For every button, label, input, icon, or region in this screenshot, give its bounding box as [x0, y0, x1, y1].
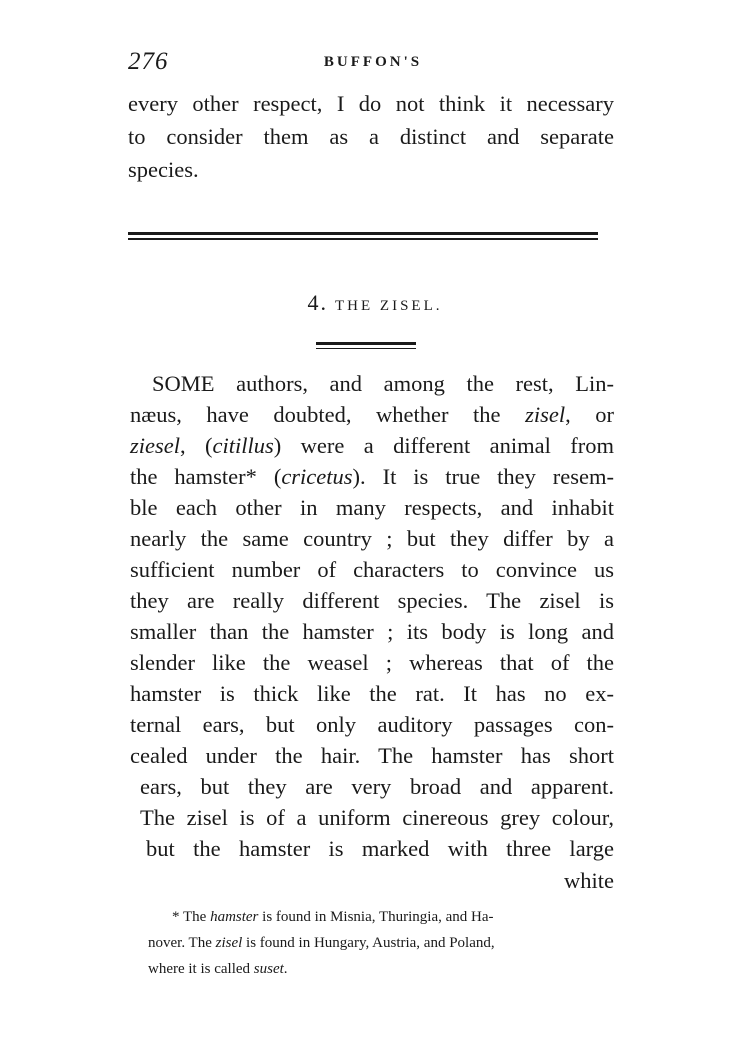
body-line-4: the hamster* (cricetus). It is true they resem-: [130, 464, 614, 489]
body-line-12: ternal ears, but only auditory passages con-: [130, 712, 614, 737]
section-heading: [0, 290, 750, 316]
body-line-10: slender like the weasel ; whereas that of the: [130, 650, 614, 675]
page-number: 276: [128, 48, 169, 75]
page-header: [128, 48, 618, 78]
body-line-13: cealed under the hair. The hamster has short: [130, 743, 614, 768]
body-line-7: sufficient number of characters to convince us: [130, 557, 614, 582]
body-line-5: ble each other in many respects, and inhabit: [130, 495, 614, 520]
body-line-15: The zisel is of a uniform cinereous grey colour,: [140, 805, 614, 830]
body-line-6: nearly the same country ; but they differ by a: [130, 526, 614, 551]
footnote-line-2: nover. The zisel is found in Hungary, Austria, and Poland,: [148, 935, 495, 951]
catchword: white: [564, 868, 614, 893]
body-line-11: hamster is thick like the rat. It has no ex-: [130, 681, 614, 706]
title-underline-rule: [316, 342, 416, 349]
body-line-14: ears, but they are very broad and apparent.: [140, 774, 614, 799]
top-paragraph-line-3: species.: [128, 157, 199, 182]
running-head: BUFFON'S: [323, 54, 423, 70]
footnote-line-1: * The hamster is found in Misnia, Thuringia, and Ha-: [172, 909, 494, 925]
body-line-9: smaller than the hamster ; its body is long and: [130, 619, 614, 644]
section-number: 4.: [307, 290, 328, 315]
body-line-2: næus, have doubted, whether the zisel, or: [130, 402, 614, 427]
section-divider-rule: [128, 232, 598, 240]
body-line-3: ziesel, (citillus) were a different animal from: [130, 433, 614, 458]
body-line-8: they are really different species. The zisel is: [130, 588, 614, 613]
top-paragraph-line-2: to consider them as a distinct and separate: [128, 124, 614, 149]
section-title: THE ZISEL.: [335, 298, 443, 314]
top-paragraph-line-1: every other respect, I do not think it necessary: [128, 91, 614, 116]
body-line-1: SOME authors, and among the rest, Lin-: [152, 371, 614, 396]
footnote-line-3: where it is called suset.: [148, 961, 288, 977]
body-line-16: but the hamster is marked with three large: [146, 836, 614, 861]
